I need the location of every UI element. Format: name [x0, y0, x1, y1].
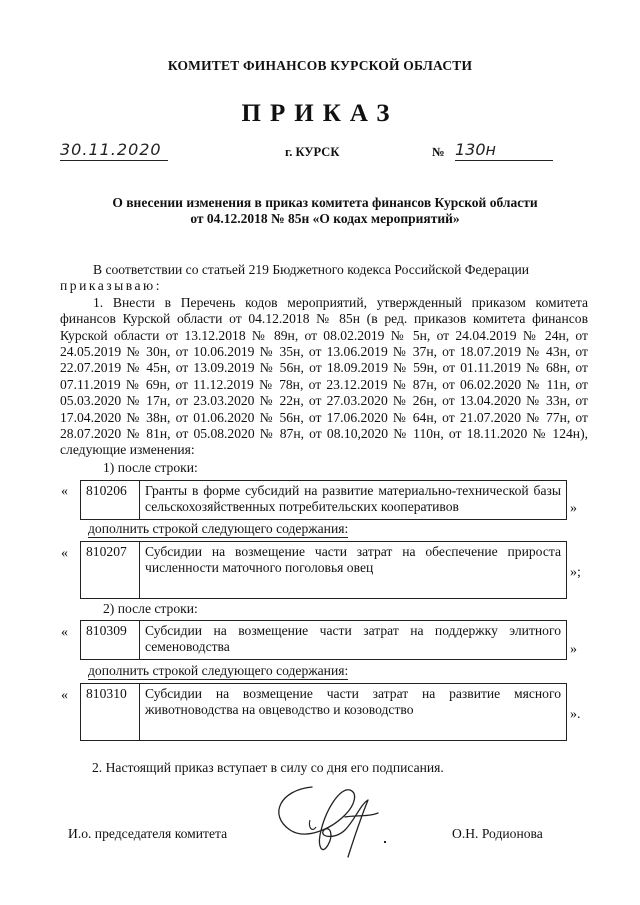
code-cell: 810206: [81, 481, 140, 520]
signature-image: [250, 775, 400, 865]
document-subject: [60, 195, 590, 227]
quote-open: «: [61, 688, 68, 703]
item-1-paragraph: 1. Внести в Перечень кодов мероприятий, утвержденный приказом комитета финансов Курской области от 04.12.2018 № 85н (в ред. приказов комитета финансов Курской области от 13.12.2018 № 89н, от 08.02.2019 № 5н, от 24.04.2019 № 24н, от 24.05.2019 № 30н, от 10.06.2019 № 35н, от 13.06.2019 № 37н, от 18.07.2019 № 43н, от 22.07.2019 № 45н, от 13.09.2019 № 56н, от 18.09.2019 № 59н, от 01.11.2019 № 68н, от 07.11.2019 № 69н, от 11.12.2019 № 78н, от 23.12.2019 № 87н, от 06.02.2020 № 11н, от 05.03.2020 № 17н, от 23.03.2020 № 22н, от 27.03.2020 № 26н, от 13.04.2020 № 33н, от 17.04.2020 № 38н, от 01.06.2020 № 56н, от 17.06.2020 № 64н, от 21.07.2020 № 77н, от 28.07.2020 № 81н, от 05.08.2020 № 87н, от 08.10,2020 № 110н, от 18.11.2020 № 124н), следующие изменения:: [60, 294, 588, 458]
document-city: г. КУРСК: [285, 145, 340, 159]
code-cell: 810310: [81, 684, 140, 741]
table-row: [81, 621, 567, 660]
ink-dot: [384, 841, 386, 843]
quote-open: «: [61, 546, 68, 561]
order-word: приказываю:: [60, 278, 162, 294]
table-row: [81, 542, 567, 599]
subject-line-2: от 04.12.2018 № 85н «О кодах мероприятий»: [190, 211, 460, 226]
quote-close: »: [570, 501, 577, 516]
quote-close: »;: [570, 565, 581, 580]
description-cell: Субсидии на возмещение части затрат на поддержку элитного семеноводства: [140, 621, 567, 660]
subject-line-1: О внесении изменения в приказ комитета финансов Курской области: [112, 195, 538, 210]
change-2-add-label: дополнить строкой следующего содержания:: [88, 663, 349, 678]
description-cell: Субсидии на возмещение части затрат на обеспечение прироста численности маточного поголовья овец: [140, 542, 567, 599]
code-cell: 810207: [81, 542, 140, 599]
document-number: 130н: [455, 140, 553, 161]
quote-close: ».: [570, 707, 581, 722]
code-table: [80, 620, 567, 660]
quote-open: «: [61, 625, 68, 640]
item-2-paragraph: 2. Настоящий приказ вступает в силу со дня его подписания.: [92, 760, 444, 775]
change-1-after-label: 1) после строки:: [103, 460, 198, 475]
code-table: [80, 541, 567, 599]
document-title: ПРИКАЗ: [241, 100, 399, 127]
code-table: [80, 683, 567, 741]
document-date: 30.11.2020: [60, 140, 168, 161]
signatory-name: О.Н. Родионова: [452, 826, 543, 841]
intro-paragraph: В соответствии со статьей 219 Бюджетного кодекса Российской Федерации: [93, 262, 529, 277]
change-1-add-label: дополнить строкой следующего содержания:: [88, 521, 349, 536]
description-cell: Субсидии на возмещение части затрат на развитие мясного животноводства на овцеводство и козоводство: [140, 684, 567, 741]
quote-close: »: [570, 642, 577, 657]
code-table: [80, 480, 567, 520]
table-row: [81, 481, 567, 520]
code-cell: 810309: [81, 621, 140, 660]
document-number-label: №: [432, 145, 445, 159]
document-body: [60, 262, 588, 459]
quote-open: «: [61, 484, 68, 499]
signatory-position: И.о. председателя комитета: [68, 826, 228, 841]
description-cell: Гранты в форме субсидий на развитие материально-технической базы сельскохозяйственных потребительских кооперативов: [140, 481, 567, 520]
organization-name: КОМИТЕТ ФИНАНСОВ КУРСКОЙ ОБЛАСТИ: [167, 58, 473, 73]
change-2-after-label: 2) после строки:: [103, 601, 198, 616]
table-row: [81, 684, 567, 741]
